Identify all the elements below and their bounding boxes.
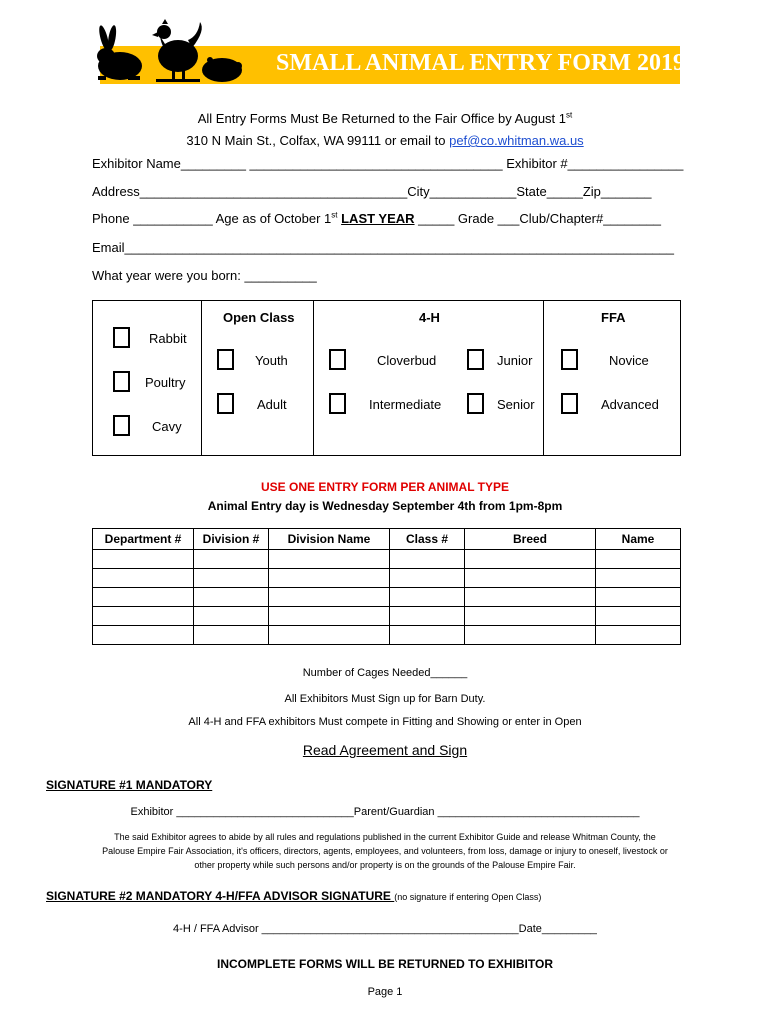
table-row[interactable]	[93, 588, 681, 607]
agreement-text-1: The said Exhibitor agrees to abide by all rules and regulations published in the current Exhibitor Guide and release Whitman County, the	[114, 832, 656, 842]
agreement-text-3: other property while such persons and/or property is on the grounds of the Palouse Empire Fair.	[194, 860, 576, 870]
header-ffa: FFA	[601, 310, 626, 325]
email-link[interactable]: pef@co.whitman.wa.us	[449, 133, 584, 148]
table-row[interactable]	[93, 569, 681, 588]
col-division-name: Division Name	[269, 529, 390, 550]
return-deadline: All Entry Forms Must Be Returned to the Fair Office by August 1st	[197, 110, 573, 126]
fitting-showing-note: All 4-H and FFA exhibitors Must compete in Fitting and Showing or enter in Open	[188, 716, 582, 728]
table-row[interactable]	[93, 626, 681, 645]
agreement-heading: Read Agreement and Sign	[302, 742, 468, 758]
agreement-text-2: Palouse Empire Fair Association, it's officers, directors, agents, employees, and volunteers, from loss, damage or injury to oneself, livestock or	[102, 846, 668, 856]
poultry-checkbox[interactable]	[113, 371, 130, 392]
senior-checkbox[interactable]	[467, 393, 484, 414]
col-breed: Breed	[465, 529, 596, 550]
signature2-heading: SIGNATURE #2 MANDATORY 4-H/FFA ADVISOR SIGNATURE (no signature if entering Open Class)	[46, 889, 542, 903]
fourh-cloverbud: Cloverbud	[377, 353, 437, 368]
office-address: 310 N Main St., Colfax, WA 99111 or email to pef@co.whitman.wa.us	[186, 133, 584, 148]
class-selection-table	[92, 300, 681, 456]
cavy-checkbox[interactable]	[113, 415, 130, 436]
cages-needed-field[interactable]: Number of Cages Needed______	[302, 667, 468, 679]
table-row[interactable]	[93, 607, 681, 626]
address-field[interactable]: Address_____________________________________City____________State_____Zip_______	[92, 184, 652, 199]
exhibitor-name-field[interactable]: Exhibitor Name_________ ___________________________________ Exhibitor #________________	[92, 156, 684, 171]
incomplete-forms-notice: INCOMPLETE FORMS WILL BE RETURNED TO EXHIBITOR	[216, 957, 553, 971]
header-4h: 4-H	[419, 310, 440, 325]
ffa-novice: Novice	[609, 353, 649, 368]
intermediate-checkbox[interactable]	[329, 393, 346, 414]
novice-checkbox[interactable]	[561, 349, 578, 370]
open-adult: Adult	[257, 397, 287, 412]
chicken-icon	[152, 19, 202, 82]
ffa-advanced: Advanced	[601, 397, 659, 412]
signature1-title: SIGNATURE #1 MANDATORY	[46, 778, 213, 792]
rabbit-icon	[97, 25, 142, 80]
table-row[interactable]	[93, 550, 681, 569]
one-form-notice: USE ONE ENTRY FORM PER ANIMAL TYPE	[260, 480, 510, 494]
rabbit-checkbox[interactable]	[113, 327, 130, 348]
header-open-class: Open Class	[223, 310, 295, 325]
page-number: Page 1	[367, 986, 403, 998]
email-field[interactable]: Email____________________________________________________________________________	[92, 240, 674, 255]
advisor-signature-line[interactable]: 4-H / FFA Advisor __________________________________________Date_________	[173, 923, 597, 935]
barn-duty-note: All Exhibitors Must Sign up for Barn Duty.	[284, 693, 486, 705]
adult-checkbox[interactable]	[217, 393, 234, 414]
advanced-checkbox[interactable]	[561, 393, 578, 414]
cloverbud-checkbox[interactable]	[329, 349, 346, 370]
entry-day-notice: Animal Entry day is Wednesday September 4th from 1pm-8pm	[207, 499, 563, 513]
animal-silhouettes-icon	[92, 18, 242, 84]
col-name: Name	[596, 529, 681, 550]
phone-age-field[interactable]: Phone ___________ Age as of October 1st LAST YEAR _____ Grade ___Club/Chapter#________	[92, 210, 662, 226]
species-poultry: Poultry	[145, 375, 186, 390]
form-title: SMALL ANIMAL ENTRY FORM 2019	[276, 50, 685, 76]
junior-checkbox[interactable]	[467, 349, 484, 370]
col-division: Division #	[194, 529, 269, 550]
guinea-pig-icon	[202, 57, 242, 82]
fourh-senior: Senior	[497, 397, 535, 412]
species-rabbit: Rabbit	[149, 331, 187, 346]
entry-table	[92, 528, 681, 645]
birth-year-field[interactable]: What year were you born: __________	[92, 268, 317, 283]
youth-checkbox[interactable]	[217, 349, 234, 370]
fourh-junior: Junior	[497, 353, 533, 368]
species-cavy: Cavy	[152, 419, 182, 434]
fourh-intermediate: Intermediate	[369, 397, 442, 412]
signature1-line[interactable]: Exhibitor _____________________________Parent/Guardian _________________________________	[130, 806, 640, 818]
col-department: Department #	[93, 529, 194, 550]
open-youth: Youth	[255, 353, 288, 368]
col-class: Class #	[390, 529, 465, 550]
